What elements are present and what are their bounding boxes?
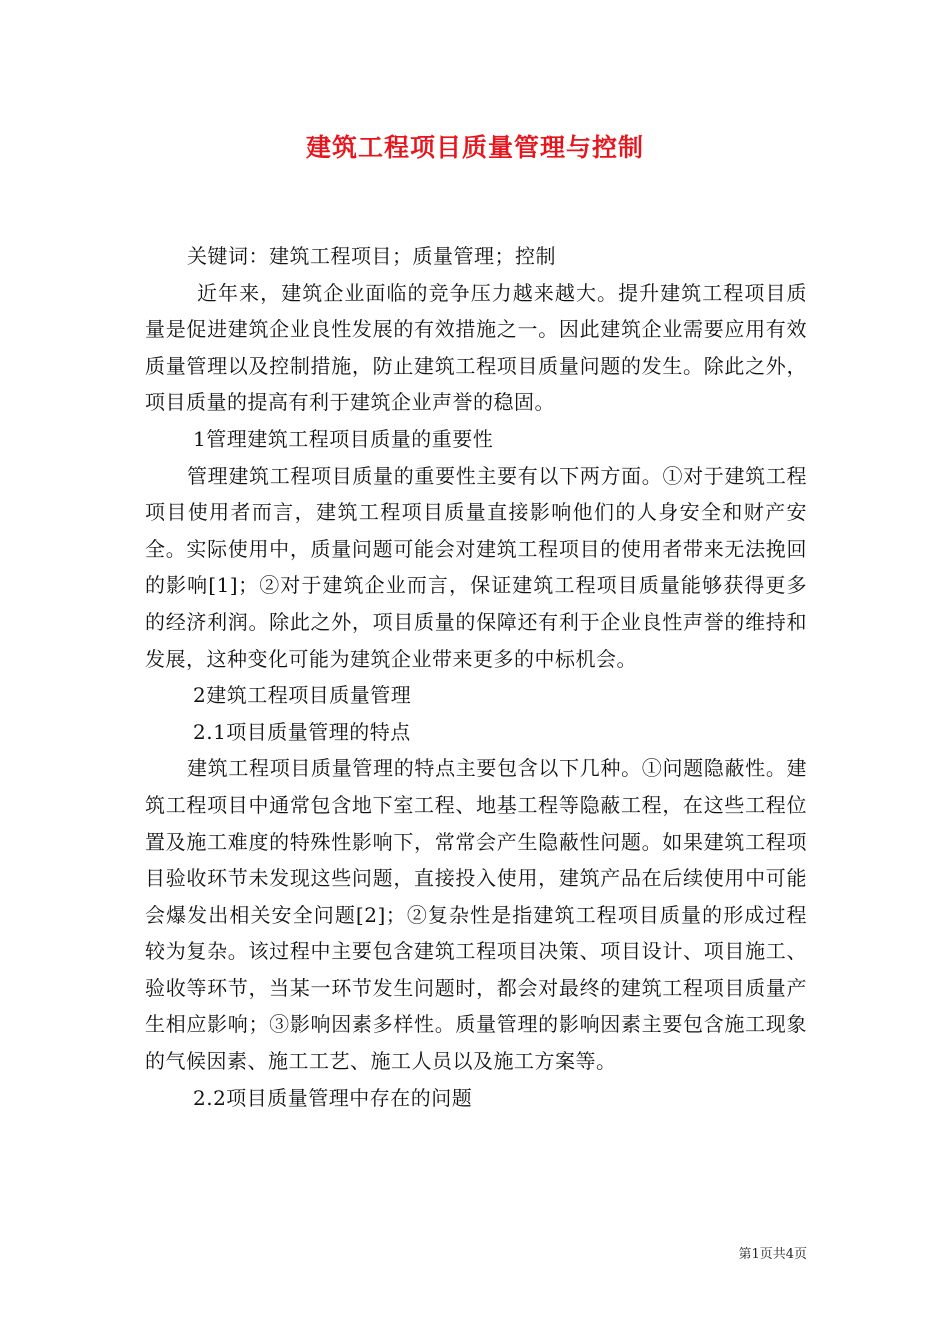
section-heading-1: 1管理建筑工程项目质量的重要性 — [193, 426, 494, 451]
keywords-line: 关键词：建筑工程项目；质量管理；控制 — [187, 244, 556, 268]
document-title: 建筑工程项目质量管理与控制 — [305, 133, 644, 162]
page-number: 第1页共4页 — [738, 1247, 807, 1262]
section-heading-2-1: 2.1项目质量管理的特点 — [193, 719, 411, 744]
body-paragraph: 管理建筑工程项目质量的重要性主要有以下两方面。①对于建筑工程项目使用者而言，建筑工程项目质量直接影响他们的人身安全和财产安全。实际使用中，质量问题可能会对建筑工程项目的使用者带来无法挽回的影响[1]；②对于建筑企业而言，保证建筑工程项目质量能够获得更多的经济利润。除此之外，项目质量的保障还有利于企业良性声誉的维持和发展，这种变化可能为建筑企业带来更多的中标机会。 — [145, 463, 807, 671]
document-body — [145, 238, 807, 1116]
section-heading-2-2: 2.2项目质量管理中存在的问题 — [193, 1085, 473, 1110]
intro-paragraph: 近年来，建筑企业面临的竞争压力越来越大。提升建筑工程项目质量是促进建筑企业良性发展的有效措施之一。因此建筑企业需要应用有效质量管理以及控制措施，防止建筑工程项目质量问题的发生。除此之外，项目质量的提高有利于建筑企业声誉的稳固。 — [145, 280, 807, 415]
section-heading-2: 2建筑工程项目质量管理 — [193, 683, 412, 708]
body-paragraph: 建筑工程项目质量管理的特点主要包含以下几种。①问题隐蔽性。建筑工程项目中通常包含地下室工程、地基工程等隐蔽工程，在这些工程位置及施工难度的特殊性影响下，常常会产生隐蔽性问题。如果建筑工程项目验收环节未发现这些问题，直接投入使用，建筑产品在后续使用中可能会爆发出相关安全问题[2]；②复杂性是指建筑工程项目质量的形成过程较为复杂。该过程中主要包含建筑工程项目决策、项目设计、项目施工、验收等环节，当某一环节发生问题时，都会对最终的建筑工程项目质量产生相应影响；③影响因素多样性。质量管理的影响因素主要包含施工现象的气候因素、施工工艺、施工人员以及施工方案等。 — [145, 756, 807, 1074]
